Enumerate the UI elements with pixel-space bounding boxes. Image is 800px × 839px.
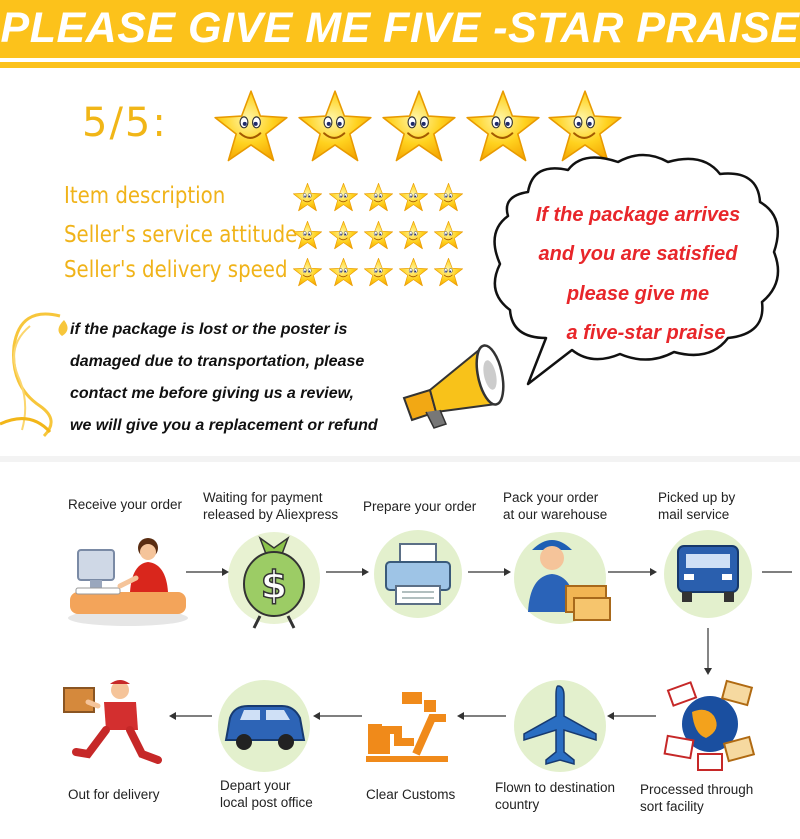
section-separator (0, 456, 800, 462)
arrow-left-icon (606, 710, 656, 722)
printer-icon (370, 526, 466, 622)
car-icon (212, 676, 316, 776)
arrow-left-icon (456, 710, 506, 722)
step-label-pickup (658, 489, 735, 523)
step-label-line: local post office (220, 795, 313, 810)
star-icon (398, 257, 429, 288)
star-icon (363, 182, 394, 213)
money-bag-icon (224, 520, 324, 632)
customs-icon (362, 684, 452, 768)
arrow-stub (762, 566, 792, 578)
banner-title: PLEASE GIVE ME FIVE -STAR PRAISE (0, 4, 800, 52)
step-label-line: Depart your (220, 778, 291, 793)
star-icon (398, 220, 429, 251)
star-icon (433, 220, 464, 251)
banner-underline (0, 62, 800, 68)
star-icon (363, 257, 394, 288)
arrow-right-icon (186, 566, 230, 578)
truck-icon (660, 526, 756, 622)
rating-label-item-description: Item description (64, 183, 226, 209)
arrow-right-icon (468, 566, 512, 578)
globe-mail-icon (658, 672, 762, 776)
step-label-line: released by Aliexpress (203, 507, 339, 522)
notice-line-1: if the package is lost or the poster is (70, 321, 348, 338)
star-icon (363, 220, 394, 251)
star-icon (328, 182, 359, 213)
notice-line-2: damaged due to transportation, please (70, 353, 365, 370)
airplane-icon (510, 676, 610, 776)
score-text: 5/5: (82, 100, 168, 146)
step-label-line: at our warehouse (503, 507, 608, 522)
step-label-payment (203, 489, 338, 523)
banner (0, 0, 800, 58)
step-label-line: Pack your order (503, 490, 599, 505)
megaphone-icon (396, 320, 516, 430)
arrow-right-icon (326, 566, 370, 578)
step-label-prepare (363, 498, 476, 515)
star-icon (212, 88, 290, 166)
arrow-down-icon (702, 628, 714, 676)
step-label-line: country (495, 797, 540, 812)
courier-icon (58, 676, 170, 776)
star-icon (433, 182, 464, 213)
warehouse-worker-icon (508, 524, 618, 628)
step-label-receive (68, 496, 182, 513)
bubble-text-line-1: If the package arrives (535, 204, 741, 226)
rating-label-service-attitude: Seller's service attitude (64, 222, 298, 248)
step-label-line: mail service (658, 507, 730, 522)
bubble-text-line-2: and you are satisfied (538, 243, 738, 265)
star-icon (292, 220, 323, 251)
star-icon (398, 182, 429, 213)
svg-text:$: $ (260, 563, 288, 607)
arrow-right-icon (608, 566, 658, 578)
step-label-line: Out for delivery (68, 787, 160, 802)
star-icon (292, 257, 323, 288)
bubble-text-line-3: please give me (566, 283, 710, 305)
step-label-line: Prepare your order (363, 499, 477, 514)
step-label-line: Receive your order (68, 497, 183, 512)
star-icon (433, 257, 464, 288)
speech-bubble (488, 152, 788, 392)
step-label-line: Flown to destination (495, 780, 616, 795)
step-label-out-for-delivery (68, 786, 160, 803)
star-icon (296, 88, 374, 166)
bubble-text-line-4: a five-star praise (566, 322, 726, 344)
star-icon (292, 182, 323, 213)
decorative-swirl (0, 306, 80, 446)
star-icon (328, 220, 359, 251)
step-label-pack (503, 489, 607, 523)
step-label-line: sort facility (640, 799, 704, 814)
step-label-customs (366, 786, 455, 803)
step-label-line: Processed through (640, 782, 754, 797)
star-icon (328, 257, 359, 288)
star-icon (380, 88, 458, 166)
step-label-line: Clear Customs (366, 787, 456, 802)
arrow-left-icon (312, 710, 362, 722)
step-label-depart (220, 777, 313, 811)
arrow-left-icon (168, 710, 212, 722)
step-label-line: Waiting for payment (203, 490, 323, 505)
computer-shopper-icon (64, 528, 192, 628)
step-label-line: Picked up by (658, 490, 736, 505)
step-label-flown (495, 779, 615, 813)
rating-label-delivery-speed: Seller's delivery speed (64, 257, 288, 283)
notice-line-3: contact me before giving us a review, (70, 385, 354, 402)
step-label-sort-facility (640, 781, 753, 815)
notice-line-4: we will give you a replacement or refund (70, 417, 378, 434)
